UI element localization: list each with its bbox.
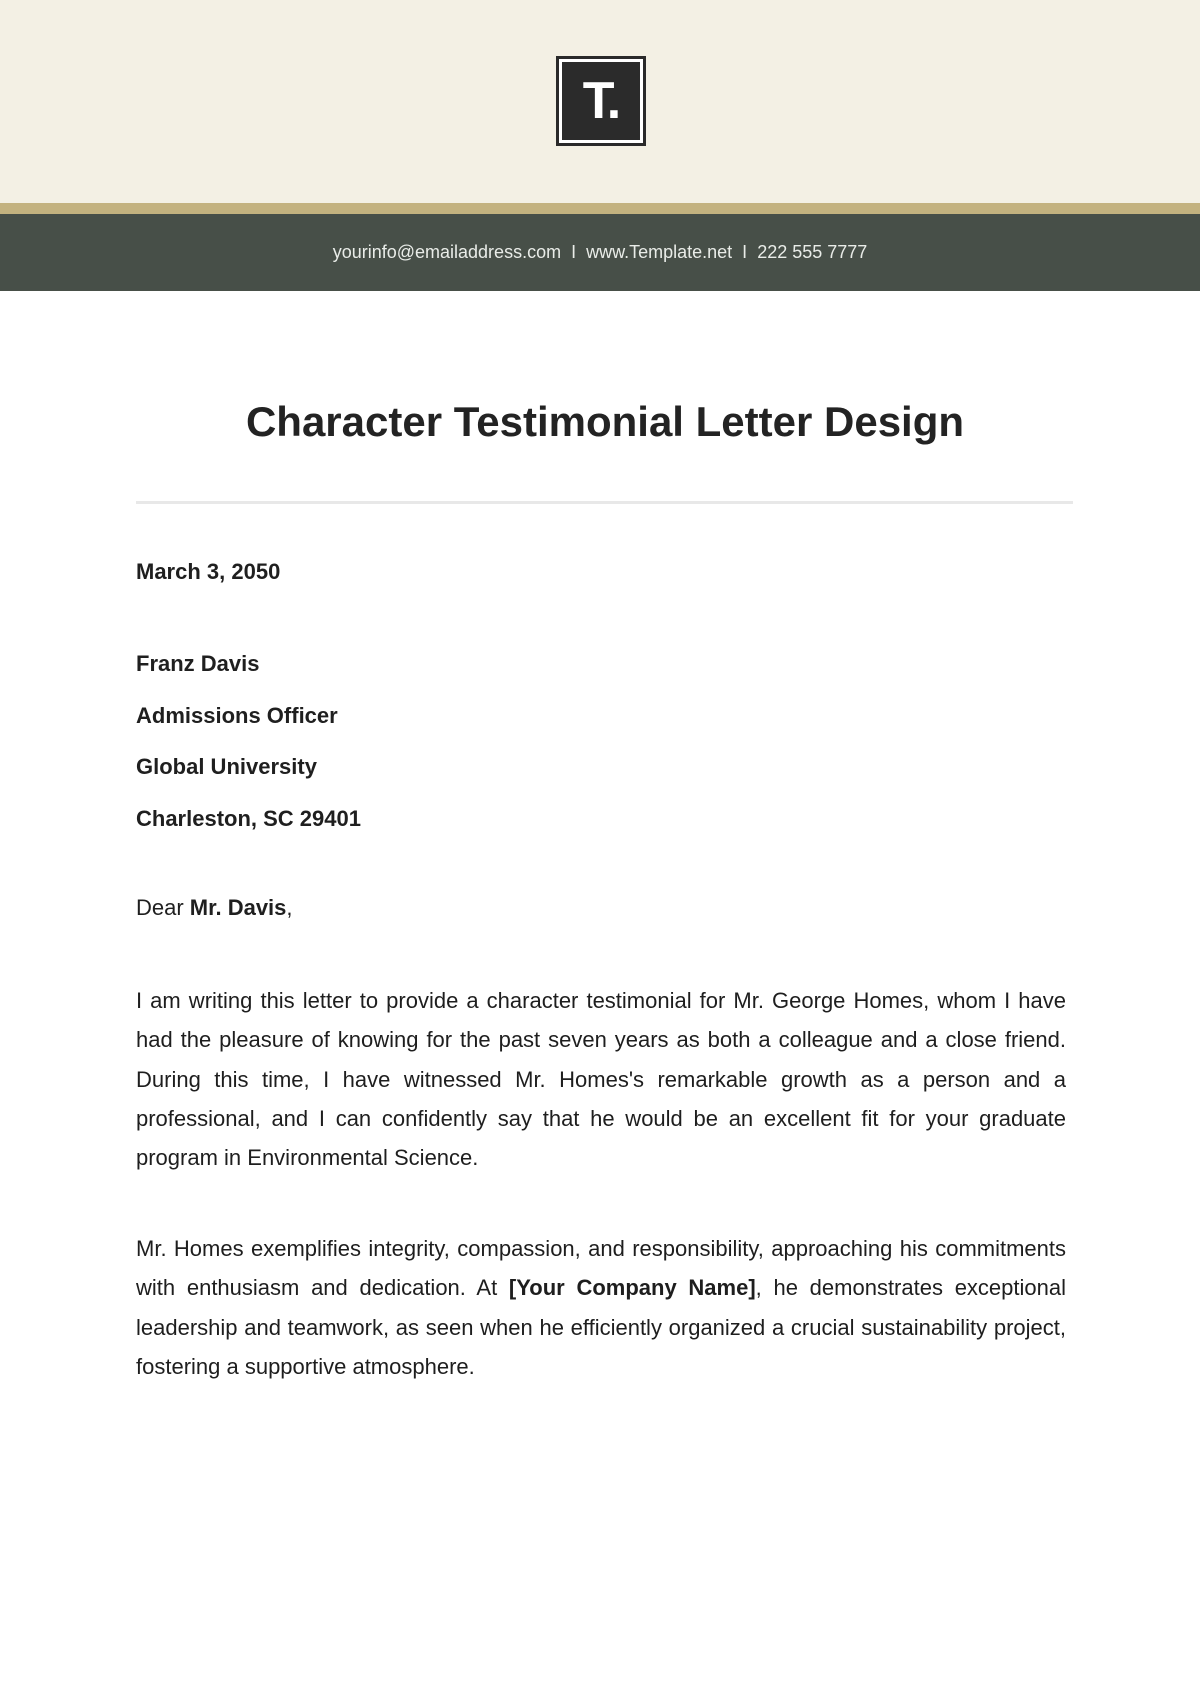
- company-name-placeholder: [Your Company Name]: [508, 1275, 756, 1301]
- body-paragraph-1: I am writing this letter to provide a character testimonial for Mr. George Homes, whom I have had the pleasure of knowing for the past seven years as both a colleague and a close friend. During this time, I have witnessed Mr. Homes's remarkable growth as a person and a professional, and I can confidently say that he would be an excellent fit for your graduate program in Environmental Science.: [136, 988, 1066, 1171]
- contact-separator: I: [571, 242, 577, 262]
- salutation-prefix: Dear: [136, 895, 190, 920]
- title-divider: [136, 501, 1073, 504]
- contact-separator: I: [742, 242, 748, 262]
- accent-bar: [0, 203, 1200, 214]
- contact-email: yourinfo@emailaddress.com: [332, 242, 562, 262]
- salutation-name: Mr. Davis: [189, 895, 287, 920]
- logo-text: T.: [562, 62, 640, 140]
- template-logo-icon: [556, 56, 646, 146]
- salutation-suffix: ,: [286, 895, 293, 920]
- recipient-position: Admissions Officer: [136, 702, 338, 728]
- paragraph-2-text: Mr. Homes exemplifies integrity, compassion, and responsibility, approaching his commitments with enthusiasm and dedication. At: [136, 1236, 1066, 1301]
- body-paragraph-2: [136, 1229, 1066, 1386]
- page-title: Character Testimonial Letter Design: [245, 398, 965, 445]
- recipient-location: Charleston, SC 29401: [136, 805, 361, 831]
- letter-date: March 3, 2050: [136, 559, 281, 584]
- salutation: [136, 895, 1066, 921]
- paragraph-2-text-end: , he demonstrates exceptional leadership and teamwork, as seen when he efficiently organized a crucial sustainability project, fostering a supportive atmosphere.: [136, 1275, 1066, 1379]
- contact-website: www.Template.net: [586, 242, 733, 262]
- recipient-organization: Global University: [136, 754, 317, 779]
- contact-bar: [0, 214, 1200, 291]
- contact-phone: 222 555 7777: [757, 242, 868, 262]
- recipient-name: Franz Davis: [136, 651, 260, 676]
- recipient-address: [136, 650, 1066, 856]
- letterhead: [0, 0, 1200, 203]
